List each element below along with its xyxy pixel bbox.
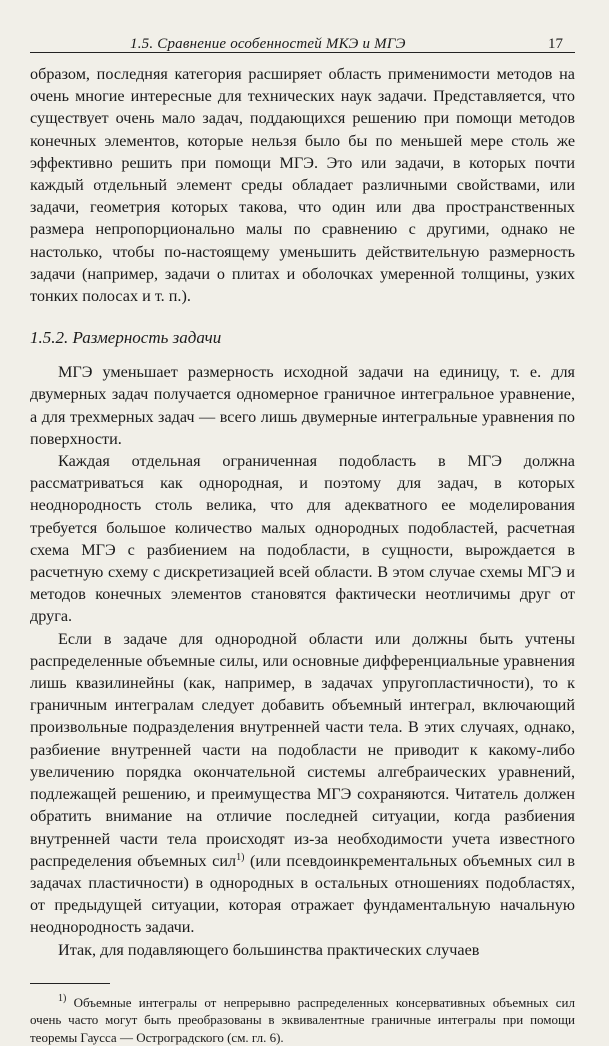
paragraph-body-forces-text-1: Если в задаче для однородной области или должны быть учтены распределенные объемные силы, или основные дифференциальные уравнения лишь квазилинейны (как, например, в задачах упругопластичности), то к граничным интегралам следует добавить объемный интеграл, включающий произвольные подразделения внутренней части тела. В этих случаях, однако, разбиение внутренней части на подобласти не приводит к какому-либо увеличению порядка окончательной системы алгебраических уравнений, подлежащей решению, и преимущества МГЭ сохраняются. Читатель должен обратить внимание на отличие последней ситуации, когда разбиения внутренней части тела происходят из-за необходимости учета известного распределения объемных сил [30, 629, 575, 870]
footnote-reference: 1) [236, 851, 245, 863]
footnote-mark: 1) [58, 992, 67, 1004]
paragraph-subdomains: Каждая отдельная ограниченная подобласть в МГЭ должна рассматриваться как однородная, и поэтому для задач, в которых неоднородность столь велика, что для адекватного ее моделирования требуется большое количество малых однородных подобластей, расчетная схема МГЭ с разбиением на подобласти, в сущности, вырождается в расчетную схему с дискретизацией всей области. В этом случае схемы МГЭ и методов конечных элементов становятся фактически неотличимы друг от друга. [30, 452, 575, 626]
section-title: 1.5.2. Размерность задачи [30, 328, 222, 348]
paragraph-body-forces [30, 628, 575, 939]
paragraph-dimensionality: МГЭ уменьшает размерность исходной задачи на единицу, т. е. для двумерных задач получается одномерное граничное интегральное уравнение, а для трехмерных задач — всего лишь двумерные интегральные уравнения по поверхности. [30, 363, 575, 448]
paragraph-body-forces-text-2: (или псевдоинкрементальных объемных сил в задачах пластичности) в однородных в остальных отношениях подобластях, от предыдущей ситуации, которая отражает фундаментальную начальную неоднородность задачи. [30, 851, 575, 937]
paragraph-conclusion-start: Итак, для подавляющего большинства практических случаев [58, 940, 480, 959]
footnote-text: Объемные интегралы от непрерывно распределенных консервативных объемных сил очень часто могут быть преобразованы в эквивалентные граничные интегралы при помощи теоремы Гаусса — Остроградского (см. гл. 6). [30, 994, 575, 1045]
body-text [30, 63, 575, 961]
page-number: 17 [548, 36, 563, 52]
book-page [30, 22, 575, 1045]
page-header [30, 22, 575, 53]
paragraph-continuation: образом, последняя категория расширяет область применимости методов на очень многие интересные для технических наук задачи. Представляется, что существует очень мало задач, поддающихся решению при помощи методов конечных элементов, которые нельзя было бы по меньшей мере столь же эффективно решить при помощи МГЭ. Это или задачи, в которых почти каждый отдельный элемент среды обладает различными свойствами, или задачи, геометрия которых такова, что один или два пространственных размера непропорционально малы по сравнению с другими, однако не настолько, чтобы по-настоящему уменьшить действительную размерность задачи (например, задачи о плитах и оболочках умеренной толщины, узких тонких полосах и т. п.). [30, 65, 575, 306]
running-title: 1.5. Сравнение особенностей МКЭ и МГЭ [130, 36, 406, 52]
footnote-divider [30, 983, 110, 984]
footnote [30, 994, 575, 1046]
